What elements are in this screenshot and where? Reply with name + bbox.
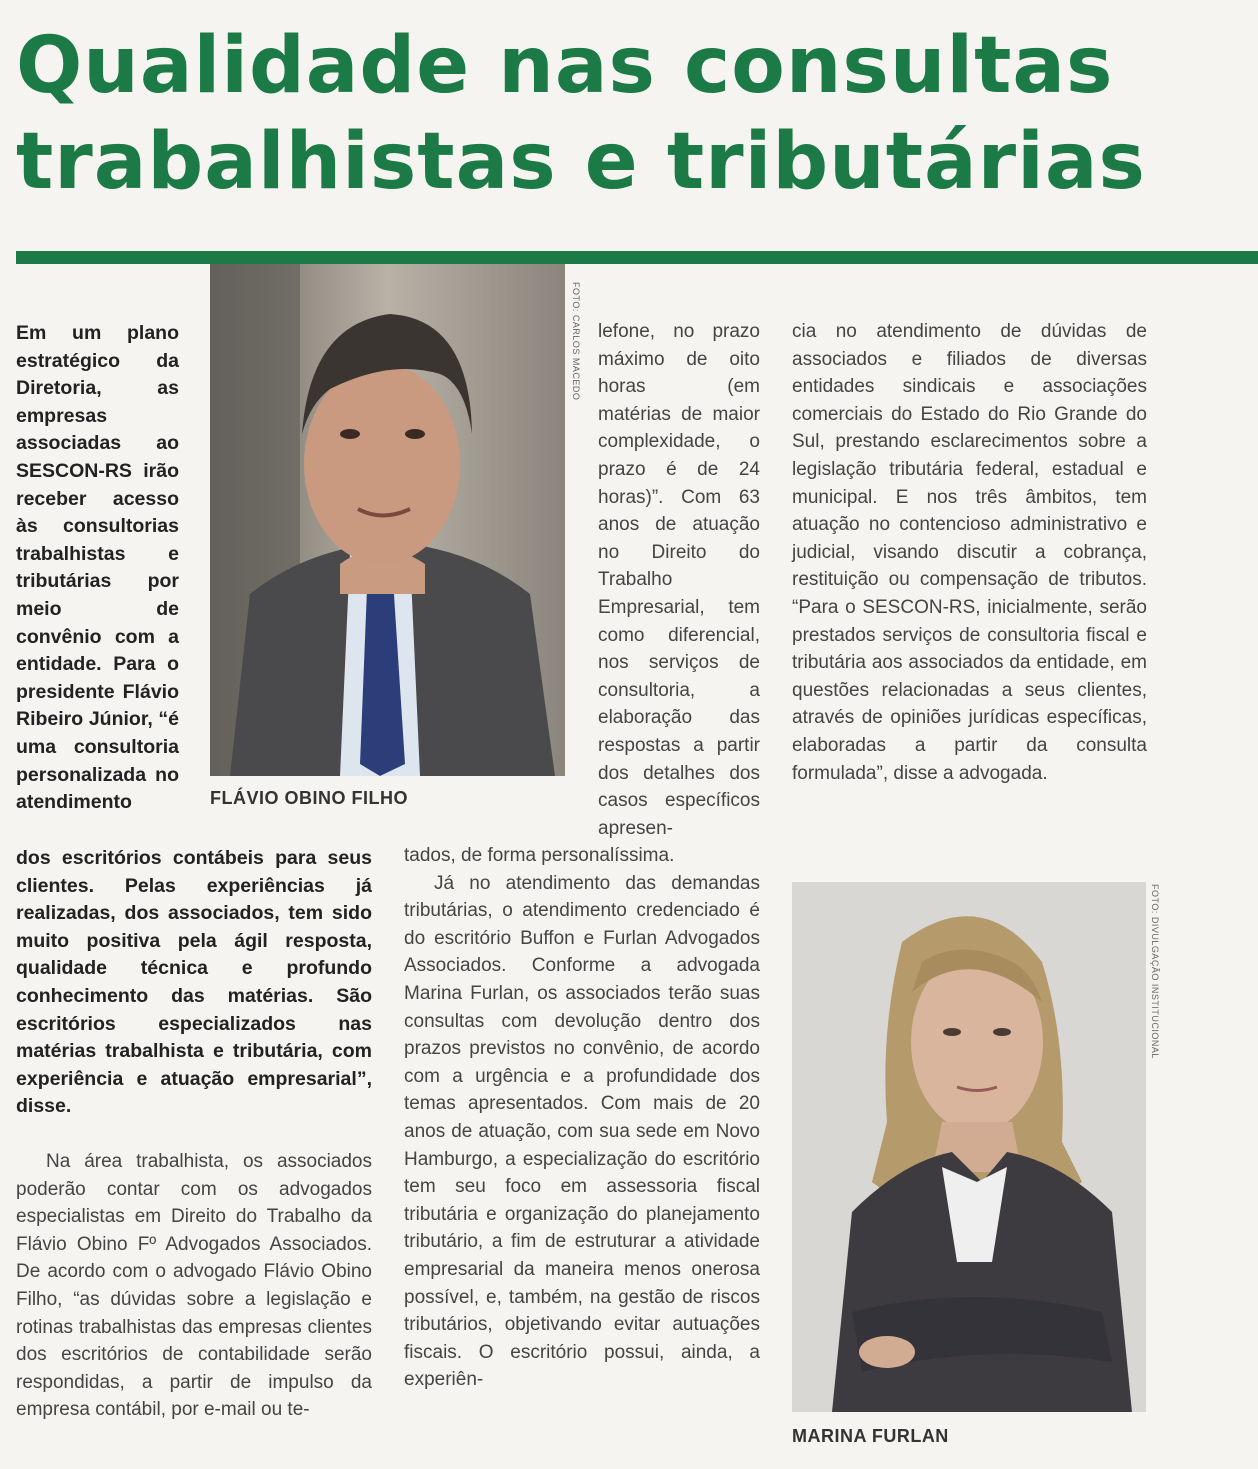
column-1 [16,1148,372,1424]
article-title [16,18,1236,210]
lead-paragraph-bottom: dos escritórios contábeis para seus clientes. Pelas experiências já realizadas, dos associados, tem sido muito positiva pela ágil resposta, qualidade técnica e profundo conhecimento das matérias. São escritórios especializados nas matérias trabalhista e tributária, com experiência e atuação empresarial”, disse. [16,847,372,1118]
photo2-caption: MARINA FURLAN [792,1426,949,1446]
photo2-credit: FOTO: DIVULGAÇÃO INSTITUCIONAL [1150,884,1160,1059]
body-paragraph-trabalhista: Na área trabalhista, os associados poderão contar com os advogados especialistas em Direito do Trabalho da Flávio Obino Fº Advogados Associados. De acordo com o advogado Flávio Obino Filho, “as dúvidas sobre a legislação e rotinas trabalhistas das empresas clientes dos escritórios de contabilidade serão respondidas, a partir de impulso da empresa contábil, por e-mail ou te- [16,1151,372,1421]
title-line-1: Qualidade nas consultas [16,21,1114,111]
column-2-narrow [598,318,760,842]
lead-paragraph-top: Em um plano estratégico da Diretoria, as empresas associadas ao SESCON-RS irão receber acesso às consultorias trabalhistas e tributárias por meio de convênio com a entidade. Para o presidente Flávio Ribeiro Júnior, “é uma consultoria personalizada no atendimento [16,322,179,814]
body-paragraph-continued: lefone, no prazo máximo de oito horas (em matérias de maior complexidade, o prazo é de 24 horas)”. Com 63 anos de atuação no Direito do Trabalho Empresarial, tem como diferencial, nos serviços de consultoria, a elaboração das respostas a partir dos detalhes dos casos específicos apresen- [598,321,760,839]
photo-flavio-obino-filho [210,264,565,776]
body-paragraph-continued-2: tados, de forma personalíssima. [404,845,675,866]
photo1-credit: FOTO: CARLOS MACEDO [571,282,581,401]
photo-marina-furlan [792,882,1146,1412]
body-paragraph-col3: cia no atendimento de dúvidas de associados e filiados de diversas entidades sindicais e associações comerciais do Estado do Rio Grande do Sul, prestando esclarecimentos sobre a legislação tributária federal, estadual e municipal. E nos três âmbitos, tem atuação no contencioso administrativo e judicial, visando discutir a cobrança, restituição ou compensação de tributos. “Para o SESCON-RS, inicialmente, serão prestados serviços de consultoria fiscal e tributária aos associados da entidade, em questões relacionadas a seus clientes, através de opiniões jurídicas específicas, elaboradas a partir da consulta formulada”, disse a advogada. [792,321,1147,784]
title-line-2: trabalhistas e tributárias [16,117,1146,207]
column-2 [404,842,760,1394]
body-paragraph-tributaria: Já no atendimento das demandas tributárias, o atendimento credenciado é do escritório Buffon e Furlan Advogados Associados. Conforme a advogada Marina Furlan, os associados terão suas consultas com devolução dentro dos prazos previstos no convênio, de acordo com a urgência e a profundidade dos temas apresentados. Com mais de 20 anos de atuação, com sua sede em Novo Hamburgo, a especialização do escritório tem seu foco em assessoria fiscal tributária e organização do planejamento tributário, a fim de estruturar a atividade empresarial da maneira menos onerosa possível, e, também, na gestão de riscos tributários, objetivando evitar autuações fiscais. O escritório possui, ainda, a experiên- [404,872,760,1391]
column-3 [792,318,1147,787]
photo1-caption: FLÁVIO OBINO FILHO [210,788,408,808]
title-rule [16,251,1258,264]
